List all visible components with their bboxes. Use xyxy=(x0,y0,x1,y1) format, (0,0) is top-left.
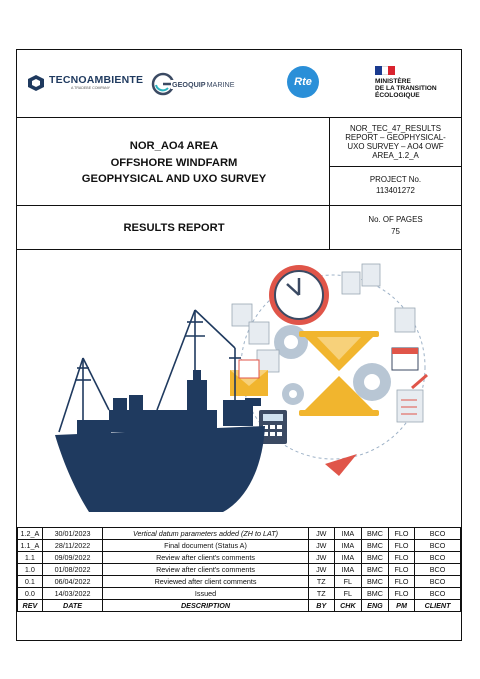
revision-cell-description: Reviewed after client comments xyxy=(103,576,308,588)
ministere-line-2: DE LA TRANSITION xyxy=(375,85,437,93)
revision-header-chk: CHK xyxy=(334,600,361,612)
revision-cell-client: BCO xyxy=(415,528,461,540)
revision-row xyxy=(18,528,461,540)
report-row xyxy=(17,206,461,250)
revision-cell-description: Review after client's comments xyxy=(103,552,308,564)
geoquip-logo xyxy=(151,72,235,96)
ministere-line-3: ÉCOLOGIQUE xyxy=(375,92,420,100)
revision-cell-description: Final document (Status A) xyxy=(103,540,308,552)
revision-cell-by: TZ xyxy=(308,588,334,600)
revision-cell-by: TZ xyxy=(308,576,334,588)
revision-cell-by: JW xyxy=(308,564,334,576)
revision-cell-chk: IMA xyxy=(334,564,361,576)
revision-cell-chk: IMA xyxy=(334,552,361,564)
revision-cell-rev: 1.1 xyxy=(18,552,43,564)
doc-reference: NOR_TEC_47_RESULTS REPORT – GEOPHYSICAL- UXO SURVEY – AO4 OWF AREA_1.2_A xyxy=(330,118,461,167)
clock-icon xyxy=(269,265,329,325)
revision-cell-by: JW xyxy=(308,528,334,540)
revision-cell-eng: BMC xyxy=(361,528,388,540)
document-title xyxy=(17,138,331,188)
revision-cell-eng: BMC xyxy=(361,540,388,552)
revision-cell-rev: 1.1_A xyxy=(18,540,43,552)
revision-cell-client: BCO xyxy=(415,576,461,588)
project-label: PROJECT No. xyxy=(369,175,422,184)
revision-cell-client: BCO xyxy=(415,552,461,564)
revision-header-description: DESCRIPTION xyxy=(103,600,308,612)
revision-cell-pm: FLO xyxy=(389,552,415,564)
revision-header-row xyxy=(18,600,461,612)
revision-row xyxy=(18,576,461,588)
revision-cell-client: BCO xyxy=(415,540,461,552)
rte-logo xyxy=(287,66,319,98)
project-number: 113401272 xyxy=(376,186,415,195)
revision-row xyxy=(18,552,461,564)
tecnoambiente-tagline: A TRADEBE COMPANY xyxy=(71,86,111,91)
revision-cell-eng: BMC xyxy=(361,576,388,588)
pages-cell xyxy=(329,206,461,249)
revision-cell-date: 28/11/2022 xyxy=(42,540,102,552)
survey-illustration xyxy=(17,250,460,527)
revision-cell-eng: BMC xyxy=(361,552,388,564)
revision-cell-client: BCO xyxy=(415,564,461,576)
revision-header-date: DATE xyxy=(42,600,102,612)
revision-header-client: CLIENT xyxy=(415,600,461,612)
revision-cell-eng: BMC xyxy=(361,588,388,600)
title-line-1: NOR_AO4 AREA xyxy=(129,140,219,152)
revision-header-pm: PM xyxy=(389,600,415,612)
revision-cell-pm: FLO xyxy=(389,588,415,600)
logo-band xyxy=(17,50,461,118)
revision-cell-by: JW xyxy=(308,552,334,564)
revision-cell-chk: FL xyxy=(334,576,361,588)
pen-icon xyxy=(412,375,427,388)
paper-plane-icon xyxy=(325,454,357,476)
revision-cell-chk: FL xyxy=(334,588,361,600)
revision-row xyxy=(18,564,461,576)
french-flag-icon xyxy=(375,66,395,75)
reference-cell xyxy=(329,118,461,205)
pages-number: 75 xyxy=(391,227,400,236)
geoquip-marine: MARINE xyxy=(206,79,235,89)
revision-cell-rev: 0.1 xyxy=(18,576,43,588)
revision-cell-description: Issued xyxy=(103,588,308,600)
title-row xyxy=(17,118,461,206)
revision-cell-pm: FLO xyxy=(389,576,415,588)
revision-cell-eng: BMC xyxy=(361,564,388,576)
revision-cell-rev: 1.0 xyxy=(18,564,43,576)
revision-cell-chk: IMA xyxy=(334,540,361,552)
revision-cell-date: 30/01/2023 xyxy=(42,528,102,540)
revision-cell-date: 14/03/2022 xyxy=(42,588,102,600)
report-title: RESULTS REPORT xyxy=(123,222,225,234)
pages-label: No. OF PAGES xyxy=(368,215,423,224)
geoquip-name: GEOQUIP xyxy=(172,79,206,89)
rte-text: Rte xyxy=(294,76,312,88)
revision-table xyxy=(17,527,461,612)
revision-cell-pm: FLO xyxy=(389,528,415,540)
rte-badge xyxy=(287,66,319,98)
revision-header-eng: ENG xyxy=(361,600,388,612)
ministere-logo xyxy=(375,66,437,100)
tecnoambiente-logo xyxy=(27,74,143,92)
title-line-2: OFFSHORE WINDFARM xyxy=(110,156,238,169)
revision-cell-description: Vertical datum parameters added (ZH to LAT) xyxy=(103,528,308,540)
revision-cell-date: 06/04/2022 xyxy=(42,576,102,588)
revision-cell-description: Review after client's comments xyxy=(103,564,308,576)
revision-cell-rev: 1.2_A xyxy=(18,528,43,540)
revision-cell-client: BCO xyxy=(415,588,461,600)
revision-cell-chk: IMA xyxy=(334,528,361,540)
tecnoambiente-mark-icon xyxy=(27,74,45,92)
revision-cell-rev: 0.0 xyxy=(18,588,43,600)
title-line-3: GEOPHYSICAL AND UXO SURVEY xyxy=(81,173,267,185)
calendar-icon xyxy=(392,348,418,370)
tecnoambiente-name: TECNOAMBIENTE xyxy=(49,73,144,86)
revision-row xyxy=(18,540,461,552)
revision-cell-by: JW xyxy=(308,540,334,552)
revision-cell-pm: FLO xyxy=(389,540,415,552)
ministere-line-1: MINISTÈRE xyxy=(375,78,411,85)
revision-cell-date: 09/09/2022 xyxy=(42,552,102,564)
revision-cell-pm: FLO xyxy=(389,564,415,576)
revision-row xyxy=(18,588,461,600)
cover-frame xyxy=(16,49,462,641)
revision-cell-date: 01/08/2022 xyxy=(42,564,102,576)
revision-header-rev: REV xyxy=(18,600,43,612)
revision-header-by: BY xyxy=(308,600,334,612)
